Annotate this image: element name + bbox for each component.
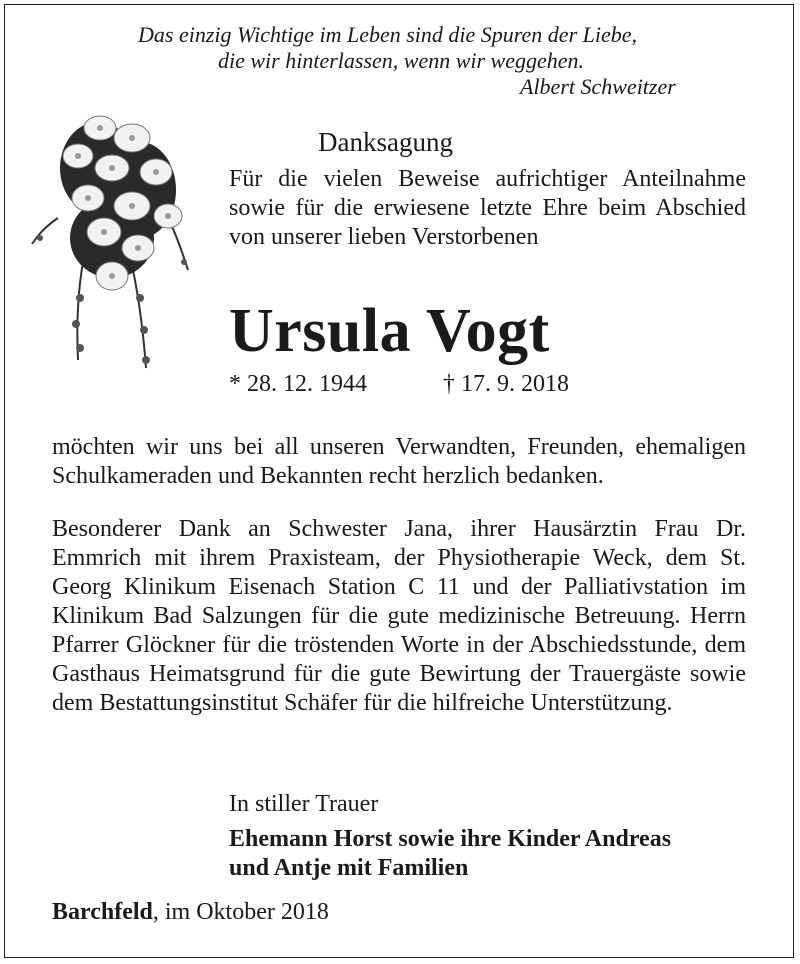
quote-line-1: Das einzig Wichtige im Leben sind die Spuren der Liebe, bbox=[138, 22, 638, 47]
place-name: Barchfeld bbox=[52, 899, 153, 925]
deceased-name: Ursula Vogt bbox=[229, 297, 550, 365]
mourning-phrase: In stiller Trauer bbox=[229, 791, 379, 817]
quote-line-2: die wir hinterlassen, wenn wir weggehen. bbox=[218, 48, 585, 73]
place-date-line bbox=[52, 898, 329, 927]
death-date: † 17. 9. 2018 bbox=[443, 371, 569, 397]
thanks-paragraph-1: möchten wir uns bei all unseren Verwandten, Freunden, ehemaligen Schulkameraden und Bekannten recht herzlich bedanken. bbox=[52, 434, 746, 489]
thanks-paragraph-2: Besonderer Dank an Schwester Jana, ihrer Hausärztin Frau Dr. Emmrich mit ihrem Praxisteam, der Physiotherapie Weck, dem St. Georg Klinikum Eisenach Station C 11 und der Palliativstation im Klinikum Bad Salzungen für die gute medizinische Betreuung. Herrn Pfarrer Glöckner für die tröstenden Worte in der Abschiedsstunde, dem Gasthaus Heimatsgrund für die gute Bewirtung der Trauergäste sowie dem Bestattungsinstitut Schäfer für die hilfreiche Unterstützung. bbox=[52, 516, 746, 716]
orchid-bouquet-icon bbox=[28, 98, 198, 380]
intro-text: Für die vielen Beweise aufrichtiger Anteilnahme sowie für die erwiesene letzte Ehre beim Abschied von unserer lieben Verstorbenen bbox=[229, 166, 746, 250]
birth-date: * 28. 12. 1944 bbox=[229, 371, 367, 397]
family-line-2: und Antje mit Familien bbox=[229, 855, 469, 881]
date-text: , im Oktober 2018 bbox=[152, 899, 329, 925]
notice-heading: Danksagung bbox=[318, 127, 453, 157]
family-line-1: Ehemann Horst sowie ihre Kinder Andreas bbox=[229, 826, 672, 852]
quote-author: Albert Schweitzer bbox=[520, 74, 676, 99]
